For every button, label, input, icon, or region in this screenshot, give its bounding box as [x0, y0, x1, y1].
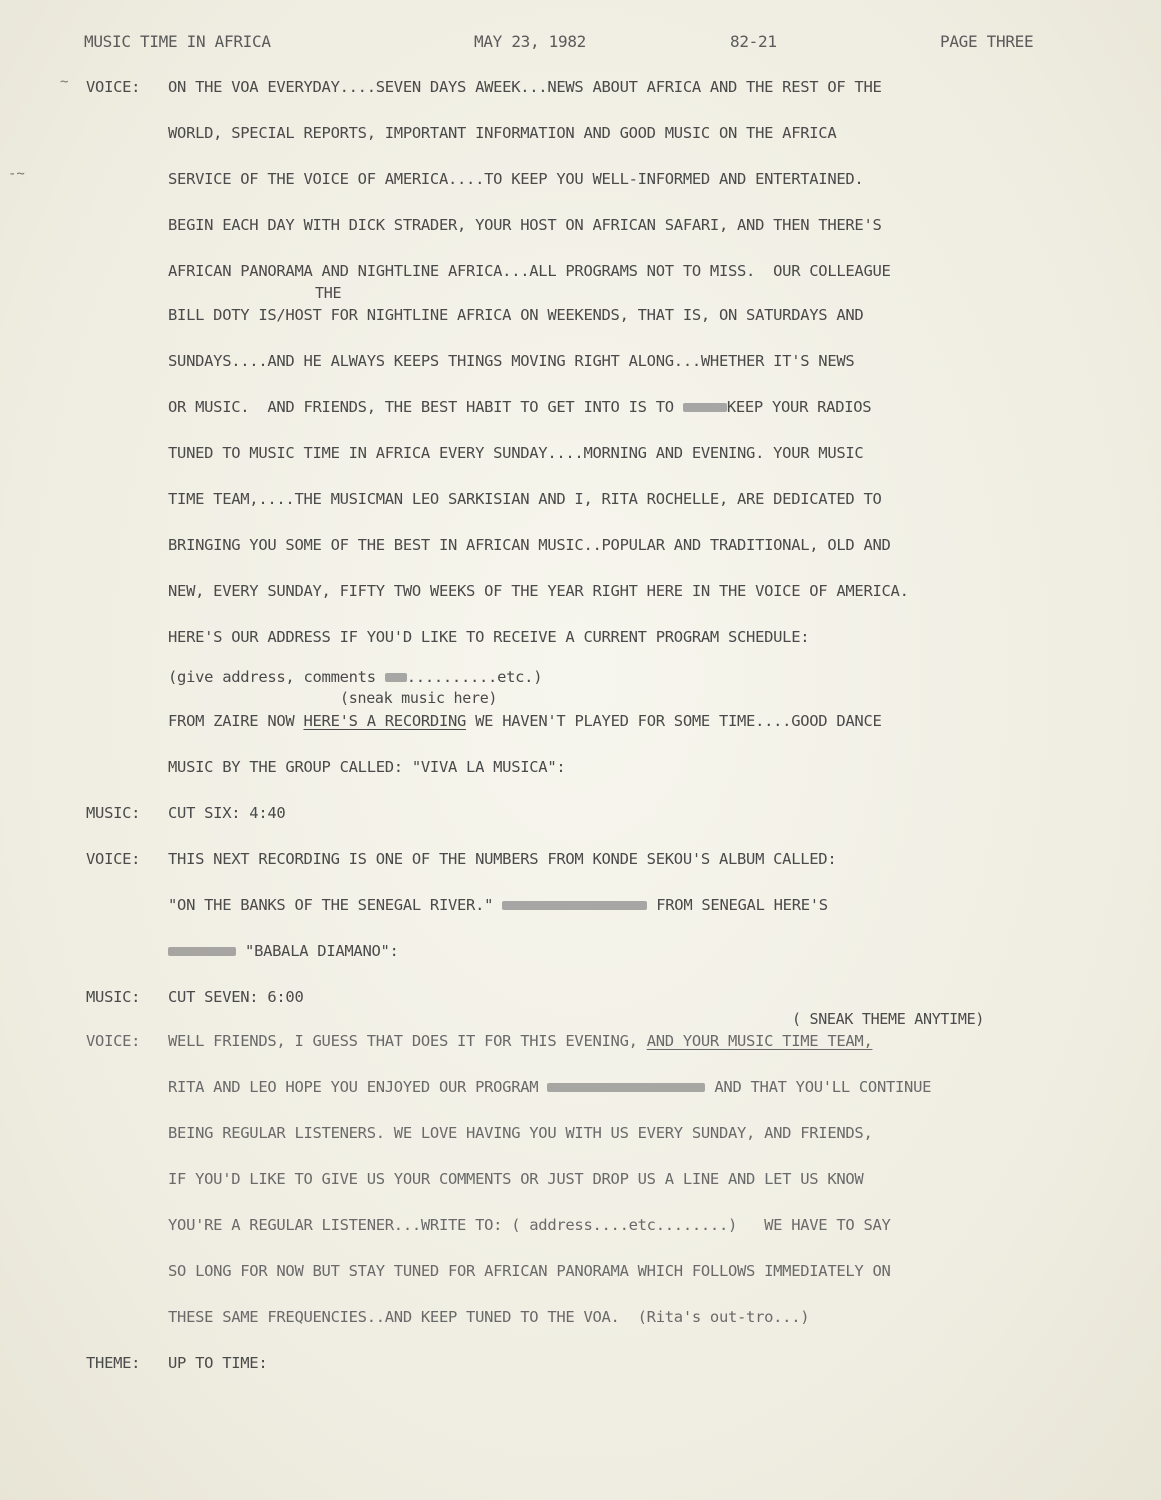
voice1-line: SERVICE OF THE VOICE OF AMERICA....TO KEEP YOU WELL-INFORMED AND ENTERTAINED.: [168, 170, 864, 188]
voice2-line: THIS NEXT RECORDING IS ONE OF THE NUMBERS FROM KONDE SEKOU'S ALBUM CALLED:: [168, 850, 837, 868]
voice3-line: BEING REGULAR LISTENERS. WE LOVE HAVING YOU WITH US EVERY SUNDAY, AND FRIENDS,: [168, 1124, 873, 1142]
voice-label: VOICE:: [86, 1032, 141, 1050]
margin-mark: ~: [60, 74, 69, 90]
voice1-line: FROM ZAIRE NOW HERE'S A RECORDING WE HAVEN'T PLAYED FOR SOME TIME....GOOD DANCE: [168, 712, 882, 730]
redaction-blot: [502, 901, 647, 910]
voice1-line: NEW, EVERY SUNDAY, FIFTY TWO WEEKS OF THE YEAR RIGHT HERE IN THE VOICE OF AMERICA.: [168, 582, 909, 600]
stage-direction: (sneak music here): [340, 689, 498, 707]
voice3-line: RITA AND LEO HOPE YOU ENJOYED OUR PROGRAM AND THAT YOU'LL CONTINUE: [168, 1078, 932, 1096]
voice1-line: BRINGING YOU SOME OF THE BEST IN AFRICAN MUSIC..POPULAR AND TRADITIONAL, OLD AND: [168, 536, 891, 554]
voice2-line: "ON THE BANKS OF THE SENEGAL RIVER." FROM SENEGAL HERE'S: [168, 896, 828, 914]
margin-mark: -~: [8, 166, 25, 182]
voice1-line: BILL DOTY IS/HOST FOR NIGHTLINE AFRICA ON WEEKENDS, THAT IS, ON SATURDAYS AND: [168, 306, 864, 324]
handwritten-insert: THE: [315, 284, 342, 302]
header-program: MUSIC TIME IN AFRICA: [84, 32, 271, 51]
voice1-line: BEGIN EACH DAY WITH DICK STRADER, YOUR HOST ON AFRICAN SAFARI, AND THEN THERE'S: [168, 216, 882, 234]
voice1-line: OR MUSIC. AND FRIENDS, THE BEST HABIT TO GET INTO IS TO KEEP YOUR RADIOS: [168, 398, 872, 416]
redaction-blot: [385, 673, 407, 682]
redaction-blot: [168, 947, 236, 956]
music-cue: CUT SIX: 4:40: [168, 804, 286, 822]
redaction-blot: [683, 403, 727, 412]
theme-label: THEME:: [86, 1354, 141, 1372]
stage-direction: ( SNEAK THEME ANYTIME): [792, 1010, 985, 1028]
theme-cue: UP TO TIME:: [168, 1354, 268, 1372]
voice1-line: TUNED TO MUSIC TIME IN AFRICA EVERY SUNDAY....MORNING AND EVENING. YOUR MUSIC: [168, 444, 864, 462]
voice1-line: TIME TEAM,....THE MUSICMAN LEO SARKISIAN AND I, RITA ROCHELLE, ARE DEDICATED TO: [168, 490, 882, 508]
voice-label: VOICE:: [86, 78, 141, 96]
music-label: MUSIC:: [86, 988, 141, 1006]
voice3-line: SO LONG FOR NOW BUT STAY TUNED FOR AFRICAN PANORAMA WHICH FOLLOWS IMMEDIATELY ON: [168, 1262, 891, 1280]
voice3-line: WELL FRIENDS, I GUESS THAT DOES IT FOR THIS EVENING, AND YOUR MUSIC TIME TEAM,: [168, 1032, 873, 1050]
header-date: MAY 23, 1982: [474, 32, 586, 51]
voice1-line: SUNDAYS....AND HE ALWAYS KEEPS THINGS MOVING RIGHT ALONG...WHETHER IT'S NEWS: [168, 352, 855, 370]
voice1-line: ON THE VOA EVERYDAY....SEVEN DAYS AWEEK...NEWS ABOUT AFRICA AND THE REST OF THE: [168, 78, 882, 96]
voice3-line: THESE SAME FREQUENCIES..AND KEEP TUNED TO THE VOA. (Rita's out-tro...): [168, 1308, 810, 1326]
voice1-line: (give address, comments ..........etc.): [168, 668, 543, 686]
header-page: PAGE THREE: [940, 32, 1034, 51]
voice3-line: YOU'RE A REGULAR LISTENER...WRITE TO: ( address....etc........) WE HAVE TO SAY: [168, 1216, 891, 1234]
music-label: MUSIC:: [86, 804, 141, 822]
redaction-blot: [547, 1083, 705, 1092]
header-number: 82-21: [730, 32, 777, 51]
voice1-line: AFRICAN PANORAMA AND NIGHTLINE AFRICA...ALL PROGRAMS NOT TO MISS. OUR COLLEAGUE: [168, 262, 891, 280]
voice2-line: "BABALA DIAMANO":: [168, 942, 399, 960]
voice1-line: WORLD, SPECIAL REPORTS, IMPORTANT INFORMATION AND GOOD MUSIC ON THE AFRICA: [168, 124, 837, 142]
voice1-line: MUSIC BY THE GROUP CALLED: "VIVA LA MUSICA":: [168, 758, 566, 776]
voice-label: VOICE:: [86, 850, 141, 868]
voice3-line: IF YOU'D LIKE TO GIVE US YOUR COMMENTS OR JUST DROP US A LINE AND LET US KNOW: [168, 1170, 864, 1188]
music-cue: CUT SEVEN: 6:00: [168, 988, 304, 1006]
voice1-line: HERE'S OUR ADDRESS IF YOU'D LIKE TO RECEIVE A CURRENT PROGRAM SCHEDULE:: [168, 628, 810, 646]
